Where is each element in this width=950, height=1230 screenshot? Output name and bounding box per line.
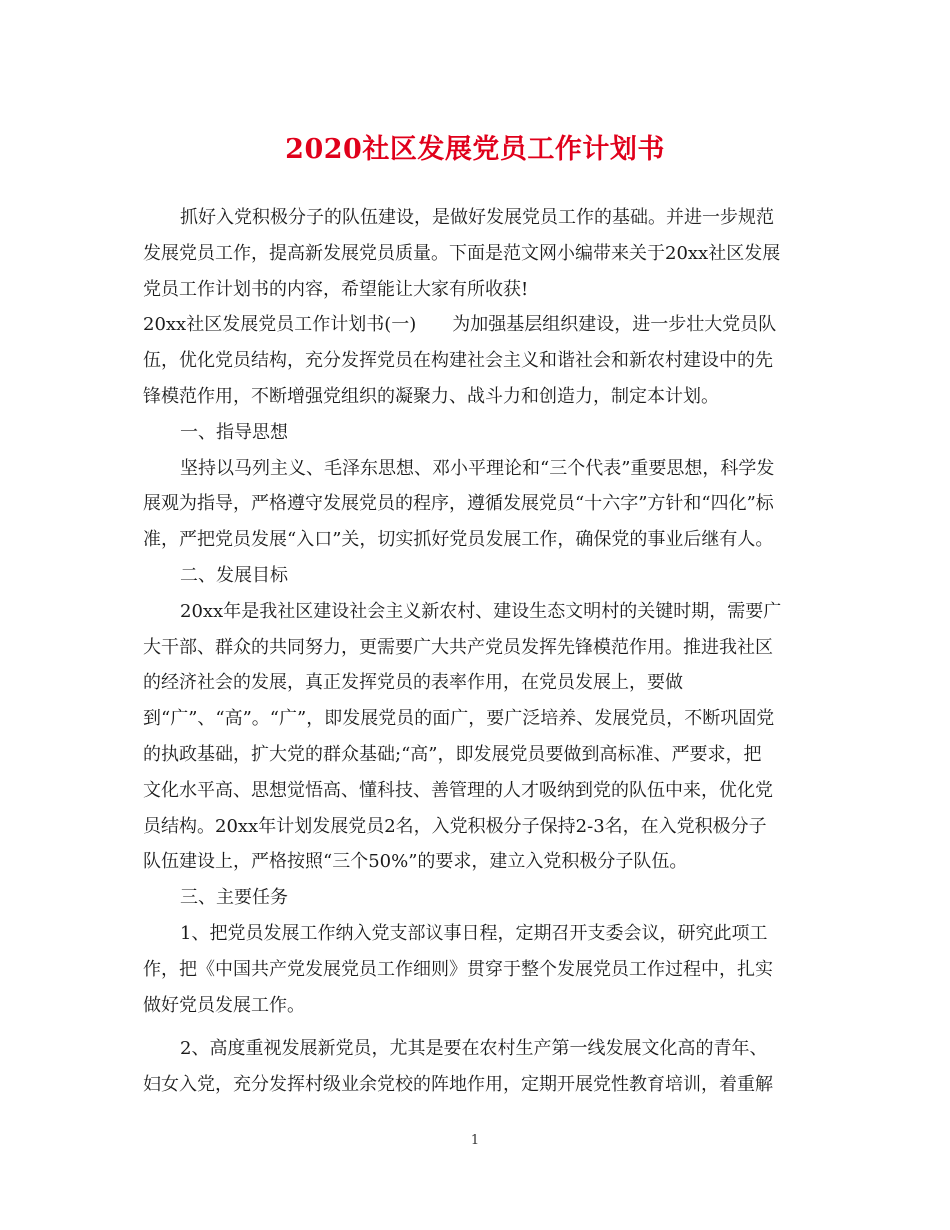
document-body — [143, 200, 807, 1103]
paragraph-line: 1、把党员发展工作纳入党支部议事日程，定期召开支委会议，研究此项工 — [180, 922, 768, 944]
paragraph-line: 坚持以马列主义、毛泽东思想、邓小平理论和“三个代表”重要思想，科学发 — [180, 457, 775, 479]
paragraph-line: 大干部、群众的共同努力，更需要广大共产党员发挥先锋模范作用。推进我社区 — [143, 636, 773, 658]
section-heading: 一、指导思想 — [180, 421, 288, 443]
paragraph-line: 文化水平高、思想觉悟高、懂科技、善管理的人才吸纳到党的队伍中来，优化党 — [143, 779, 773, 801]
document-title: 2020社区发展党员工作计划书 — [285, 134, 665, 165]
paragraph-line: 做好党员发展工作。 — [143, 994, 305, 1016]
paragraph-line: 准，严把党员发展“入口”关，切实抓好党员发展工作，确保党的事业后继有人。 — [143, 529, 774, 551]
paragraph-line: 锋模范作用，不断增强党组织的凝聚力、战斗力和创造力，制定本计划。 — [143, 385, 719, 407]
section-heading: 二、发展目标 — [180, 564, 288, 586]
paragraph-line: 发展党员工作，提高新发展党员质量。下面是范文网小编带来关于20xx社区发展 — [143, 242, 781, 264]
paragraph-line: 的经济社会的发展，真正发挥党员的表率作用，在党员发展上，要做 — [143, 672, 683, 694]
paragraph-line: 的执政基础，扩大党的群众基础;“高”，即发展党员要做到高标准、严要求，把 — [143, 743, 762, 765]
paragraph-gap — [143, 1023, 807, 1031]
paragraph-line: 展观为指导，严格遵守发展党员的程序，遵循发展党员“十六字”方针和“四化”标 — [143, 493, 774, 515]
paragraph-line: 妇女入党，充分发挥村级业余党校的阵地作用，定期开展党性教育培训，着重解 — [143, 1074, 773, 1096]
paragraph-line: 抓好入党积极分子的队伍建设，是做好发展党员工作的基础。并进一步规范 — [180, 207, 774, 228]
paragraph-line: 党员工作计划书的内容，希望能让大家有所收获! — [143, 278, 529, 300]
paragraph-line: 伍，优化党员结构，充分发挥党员在构建社会主义和谐社会和新农村建设中的先 — [143, 350, 773, 372]
page-number: 1 — [470, 1133, 480, 1148]
paragraph-line: 2、高度重视发展新党员，尤其是要在农村生产第一线发展文化高的青年、 — [180, 1038, 768, 1060]
section-heading: 三、主要任务 — [180, 887, 288, 909]
paragraph-line: 作，把《中国共产党发展党员工作细则》贯穿于整个发展党员工作过程中，扎实 — [143, 958, 773, 980]
paragraph-line: 20xx年是我社区建设社会主义新农村、建设生态文明村的关键时期，需要广 — [180, 600, 782, 622]
paragraph-line: 20xx社区发展党员工作计划书(一) 为加强基层组织建设，进一步壮大党员队 — [143, 314, 777, 336]
paragraph-line: 到“广”、“高”。“广”，即发展党员的面广，要广泛培养、发展党员，不断巩固党 — [143, 708, 775, 730]
paragraph-line: 员结构。20xx年计划发展党员2名，入党积极分子保持2-3名，在入党积极分子 — [143, 815, 767, 837]
paragraph-line: 队伍建设上，严格按照“三个50%”的要求，建立入党积极分子队伍。 — [143, 851, 688, 873]
